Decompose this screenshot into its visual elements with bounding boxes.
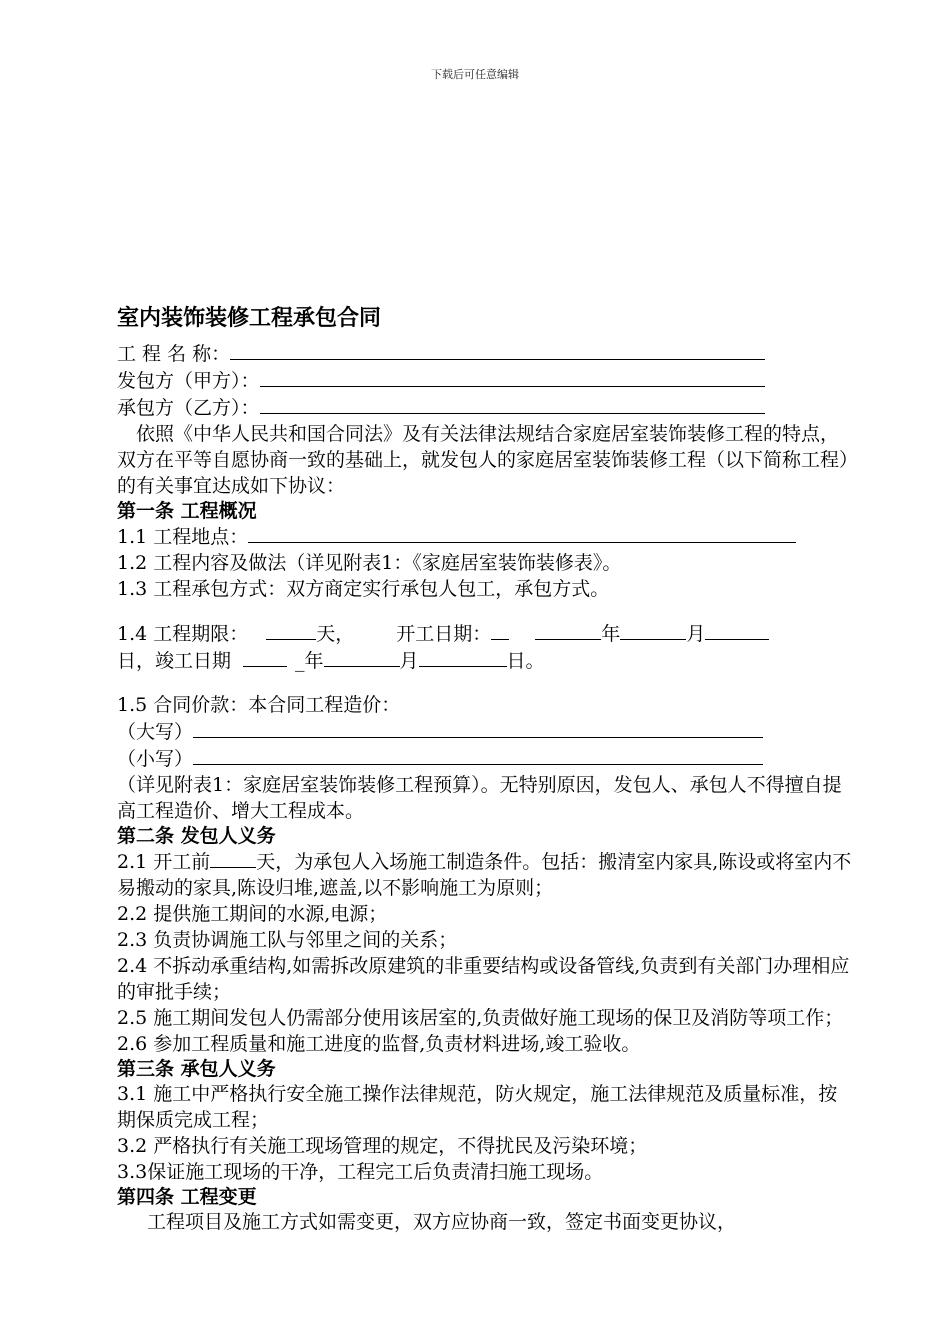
price-lower-blank[interactable] [193, 745, 763, 765]
item-2-3: 2.3 负责协调施工队与邻里之间的关系； [117, 929, 458, 951]
price-lower [117, 745, 852, 772]
price-upper-label: （大写） [117, 721, 194, 743]
article-1-heading: 第一条 工程概况 [117, 500, 257, 522]
project-name-blank[interactable] [230, 340, 765, 360]
duration-days-blank[interactable] [266, 620, 316, 640]
item-1-2: 1.2 工程内容及做法（详见附表1：《家庭居室装饰装修表》。 [117, 552, 622, 574]
item-3-3: 3.3保证施工现场的干净，工程完工后负责清扫施工现场。 [117, 1161, 604, 1183]
end-day-unit: 日。 [506, 650, 545, 672]
end-date-label: 日，竣工日期 [117, 650, 232, 672]
party-a-field [117, 367, 852, 394]
item-2-1-pre: 2.1 开工前 [117, 851, 211, 873]
party-b-label: 承包方（乙方）： [117, 397, 260, 419]
item-2-2: 2.2 提供施工期间的水源,电源； [117, 903, 388, 925]
start-month-unit: 月 [686, 623, 706, 645]
price-upper-blank[interactable] [193, 718, 763, 738]
item-1-4 [117, 620, 852, 647]
duration-label: 1.4 工程期限： [117, 623, 249, 645]
item-3-2: 3.2 严格执行有关施工现场管理的规定，不得扰民及污染环境； [117, 1135, 648, 1157]
article-3-heading: 第三条 承包人义务 [117, 1058, 276, 1080]
days-unit: 天， [316, 623, 355, 645]
item-1-4-cont [117, 647, 852, 674]
item-2-4: 2.4 不拆动承重结构,如需拆改原建筑的非重要结构或设备管线,负责到有关部门办理相应的审批手续； [117, 955, 850, 1003]
item-2-5: 2.5 施工期间发包人仍需部分使用该居室的,负责做好施工现场的保卫及消防等项工作； [117, 1007, 844, 1029]
end-month-unit: 月 [399, 650, 419, 672]
end-date-blank-a[interactable] [243, 647, 287, 667]
end-month-blank[interactable] [324, 647, 400, 667]
intro-paragraph: 依照《中华人民共和国合同法》及有关法律法规结合家庭居室装饰装修工程的特点，双方在平等自愿协商一致的基础上，就发包人的家庭居室装饰装修工程（以下简称工程）的有关事宜达成如下协议： [117, 423, 849, 497]
end-year-unit: _年 [295, 650, 324, 672]
location-blank[interactable] [248, 523, 796, 543]
price-note: （详见附表1：家庭居室装饰装修工程预算）。无特别原因，发包人、承包人不得擅自提高工程造价、增大工程成本。 [117, 774, 842, 822]
party-b-field [117, 394, 852, 421]
article-2-heading: 第二条 发包人义务 [117, 825, 276, 847]
item-1-5: 1.5 合同价款：本合同工程造价： [117, 694, 401, 716]
item-2-1-post: 天，为承包人入场施工制造条件。包括：搬清室内家具,陈设或将室内不易搬动的家具,陈设归堆,遮盖,以不影响施工为原则； [117, 851, 852, 899]
article-4-text: 工程项目及施工方式如需变更，双方应协商一致，签定书面变更协议， [147, 1211, 737, 1233]
end-day-blank[interactable] [419, 647, 507, 667]
project-name-label: 工 程 名 称： [117, 343, 231, 365]
party-a-blank[interactable] [260, 367, 765, 387]
start-month-blank[interactable] [620, 620, 686, 640]
item-2-1 [117, 848, 852, 901]
item-3-1: 3.1 施工中严格执行安全施工操作法律规范，防火规定，施工法律规范及质量标准，按期保质完成工程； [117, 1083, 838, 1131]
document-title: 室内装饰装修工程承包合同 [117, 306, 382, 331]
start-date-blank-a[interactable] [491, 620, 509, 640]
page-header-note: 下载后可任意编辑 [431, 68, 519, 81]
project-name-field [117, 340, 852, 367]
contract-body [117, 304, 852, 1235]
article-4-heading: 第四条 工程变更 [117, 1186, 257, 1208]
party-a-label: 发包方（甲方）： [117, 370, 260, 392]
price-lower-label: （小写） [117, 748, 194, 770]
pre-start-days-blank[interactable] [210, 848, 256, 868]
item-1-1 [117, 523, 852, 550]
item-1-1-label: 1.1 工程地点： [117, 526, 249, 548]
party-b-blank[interactable] [260, 394, 765, 414]
item-2-6: 2.6 参加工程质量和施工进度的监督,负责材料进场,竣工验收。 [117, 1033, 641, 1055]
price-upper [117, 718, 852, 745]
start-year-unit: 年 [601, 623, 621, 645]
item-1-3: 1.3 工程承包方式：双方商定实行承包人包工，承包方式。 [117, 578, 610, 600]
start-day-blank[interactable] [705, 620, 769, 640]
start-date-label: 开工日期： [396, 623, 492, 645]
start-year-blank[interactable] [535, 620, 601, 640]
